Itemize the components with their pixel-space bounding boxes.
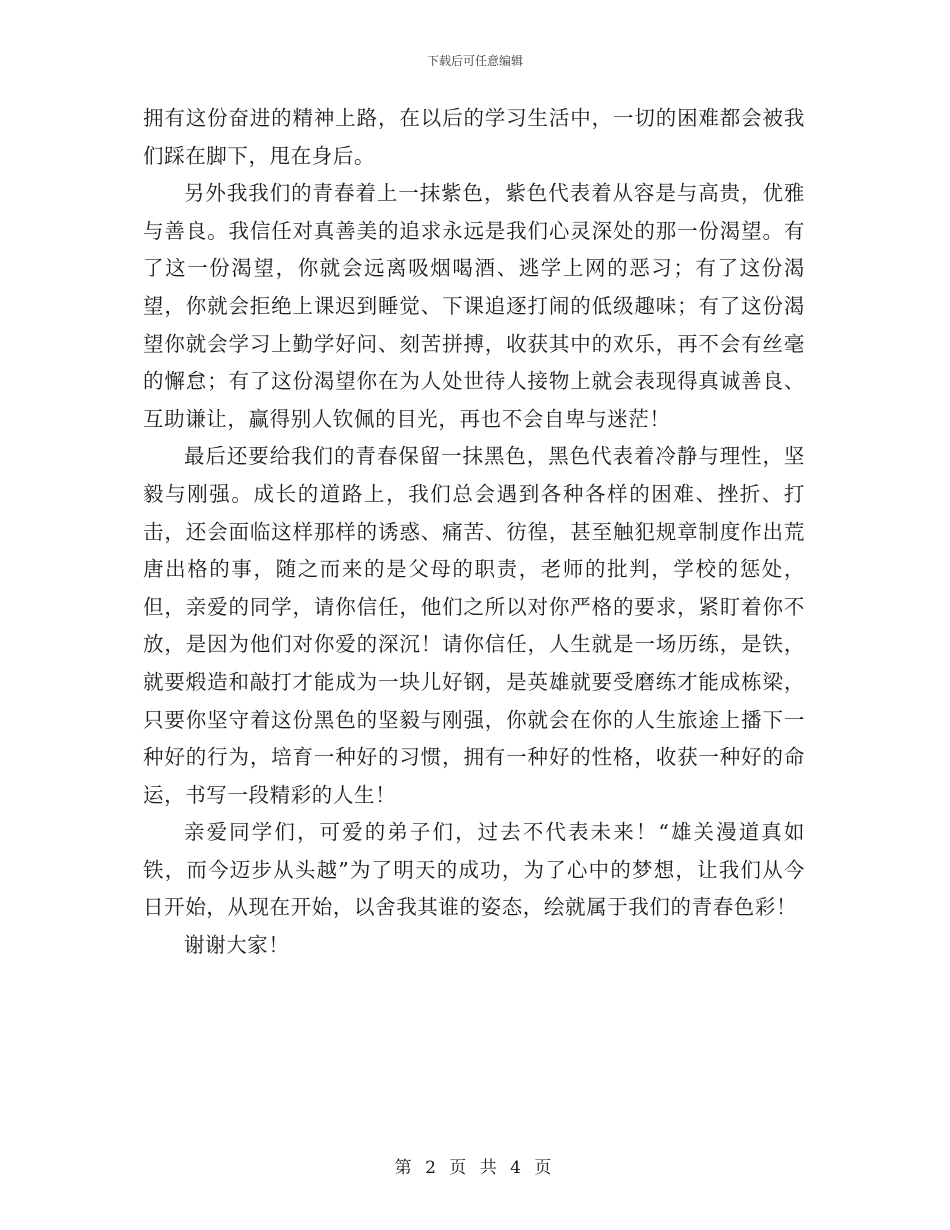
- document-body: [143, 100, 805, 965]
- paragraph: 另外我我们的青春着上一抹紫色，紫色代表着从容是与高贵，优雅与善良。我信任对真善美的追求永远是我们心灵深处的那一份渴望。有了这一份渴望，你就会远离吸烟喝酒、逃学上网的恶习；有了这份渴望，你就会拒绝上课迟到睡觉、下课追逐打闹的低级趣味；有了这份渴望你就会学习上勤学好问、刻苦拼搏，收获其中的欢乐，再不会有丝毫的懈怠；有了这份渴望你在为人处世待人接物上就会表现得真诚善良、互助谦让，赢得别人钦佩的目光，再也不会自卑与迷茫！: [143, 181, 805, 431]
- closing-paragraph: 谢谢大家！: [184, 933, 290, 958]
- page-header: 下载后可任意编辑: [426, 54, 523, 68]
- paragraph: 亲爱同学们，可爱的弟子们，过去不代表未来！“雄关漫道真如铁，而今迈步从头越”为了明天的成功，为了心中的梦想，让我们从今日开始，从现在开始，以舍我其谁的姿态，绘就属于我们的青春色彩！: [143, 820, 805, 920]
- page-footer: 第 2 页 共 4 页: [394, 1158, 556, 1178]
- paragraph: 最后还要给我们的青春保留一抹黑色，黑色代表着冷静与理性，坚毅与刚强。成长的道路上，我们总会遇到各种各样的困难、挫折、打击，还会面临这样那样的诱惑、痛苦、彷徨，甚至触犯规章制度作出荒唐出格的事，随之而来的是父母的职责，老师的批判，学校的惩处，但，亲爱的同学，请你信任，他们之所以对你严格的要求，紧盯着你不放，是因为他们对你爱的深沉！请你信任，人生就是一场历练，是铁，就要煅造和敲打才能成为一块儿好钢，是英雄就要受磨练才能成栋梁，只要你坚守着这份黑色的坚毅与刚强，你就会在你的人生旅途上播下一种好的行为，培育一种好的习惯，拥有一种好的性格，收获一种好的命运，书写一段精彩的人生！: [143, 444, 805, 807]
- paragraph: 拥有这份奋进的精神上路，在以后的学习生活中，一切的困难都会被我们踩在脚下，甩在身后。: [143, 106, 805, 168]
